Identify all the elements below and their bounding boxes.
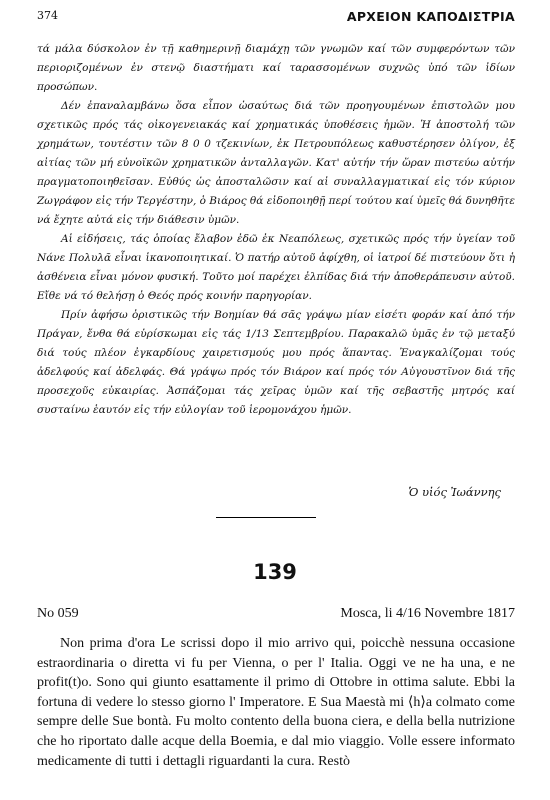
page-number: 374 (37, 9, 58, 22)
italian-letter-body (37, 634, 515, 771)
italian-paragraph: Non prima d'ora Le scrissi dopo il mio arrivo qui, poicchè nessuna occasione estraordinaria o diretta vi fu per Vienna, o per l' Italia. Oggi ve ne ha una, e ne profit(t)o. Sono qui giunto esattamente il primo di Ottobre in ottima salute. Ebbi la fortuna di vedere lo stesso giorno l' Imperatore. E Sua Maestà mi ⟨h⟩a colmato come sempre delle Sue bontà. Fu molto contento della buona ciera, e della bella nutrizione che ho riportato dalle acque della Boemia, e dal mio viaggio. Volle essere informato medicamente di tutti i dettagli riguardanti la cura. Restò (37, 636, 515, 769)
greek-paragraph: Πρίν ἀφήσω ὁριστικῶς τήν Βοημίαν θά σᾶς γράψω μίαν εἰσέτι φοράν καί ἀπό τήν Πράγαν, ἔνθα θά εὑρίσκωμαι εἰς τάς 1/13 Σεπτεμβρίου. Παρακαλῶ ὑμᾶς ἐν τῷ μεταξύ διά τούς πλέον ἐγκαρδίους χαιρετισμούς μου πρός ἅπαντας. Ἐναγκαλίζομαι τούς ἀδελφούς καί ἀδελφάς. Θά γράψω πρός τόν Βιάρον καί πρός τόν Αὐγουστῖνον διά τῆς προσεχοῦς εὐκαιρίας. Ἀσπάζομαι τάς χεῖρας ὑμῶν καί τῆς σεβαστῆς μητρός καί συσταίνω ἑαυτόν εἰς τήν εὐλογίαν τοῦ ἱερομονάχου ἡμῶν. (37, 309, 515, 416)
letter-place-date: Mosca, li 4/16 Novembre 1817 (340, 606, 515, 621)
greek-paragraph: τά μάλα δύσκολον ἐν τῇ καθημερινῇ διαμάχῃ τῶν γνωμῶν καί τῶν συμφερόντων τῶν περιοριζομένων ἐν στενῷ διαστήματι καί ταρασσομένων συχνῶς ὑπό τῶν ἰδίων προσώπων. (37, 43, 515, 93)
letter-signature: Ὁ υἱός Ἰωάννης (408, 485, 501, 499)
letter-meta (37, 606, 515, 624)
letter-reference: No 059 (37, 606, 79, 621)
section-divider (216, 517, 316, 518)
running-title: ΑΡΧΕΙΟΝ ΚΑΠΟΔΙΣΤΡΙΑ (346, 9, 515, 24)
greek-paragraph: Αἱ εἰδήσεις, τάς ὁποίας ἔλαβον ἐδῶ ἐκ Νεαπόλεως, σχετικῶς πρός τήν ὑγείαν τοῦ Νάνε Πολυλᾶ εἶναι ἱκανοποιητικαί. Ὁ πατήρ αὐτοῦ ἀφίχθη, οἱ ἰατροί δέ πιστεύουν ὅτι ἡ ἀσθένεια εἶναι μόνον φυσική. Τοῦτο μοί παρέχει ἐλπίδας διά τήν ἀποθεράπευσιν αὐτοῦ. Εἴθε νά τό θελήσῃ ὁ Θεός πρός κοινήν παρηγορίαν. (37, 233, 515, 302)
greek-paragraph: Δέν ἐπαναλαμβάνω ὅσα εἶπον ὡσαύτως διά τῶν προηγουμένων ἐπιστολῶν μου σχετικῶς πρός τάς οἰκογενειακάς καί χρηματικάς ὑποθέσεις ἡμῶν. Ἡ ἀποστολή τῶν χρημάτων, τουτέστιν τῶν 8 0 0 τζεκινίων, ἐκ Πετρουπόλεως καθυστέρησεν ὀλίγον, ἐξ αἰτίας τῶν μή εὐνοϊκῶν χρηματικῶν ἀνταλλαγῶν. Κατ' αὐτήν τήν ὥραν πιστεύω αὐτήν πραγματοποιηθεῖσαν. Εὐθύς ὡς ἀποσταλῶσιν καί αἱ συναλλαγματικαί εἰς τόν κύριον Ζωγράφον εἰς τήν Τεργέστην, ὁ Βιάρος θά εἰδοποιηθῇ περί τούτου καί ὑμεῖς θά δυνηθῆτε νά ἔχητε αὐτά εἰς τήν διάθεσιν ὑμῶν. (37, 100, 515, 226)
letter-number: 139 (253, 560, 297, 584)
running-header (37, 9, 515, 25)
greek-letter-body (37, 40, 515, 420)
